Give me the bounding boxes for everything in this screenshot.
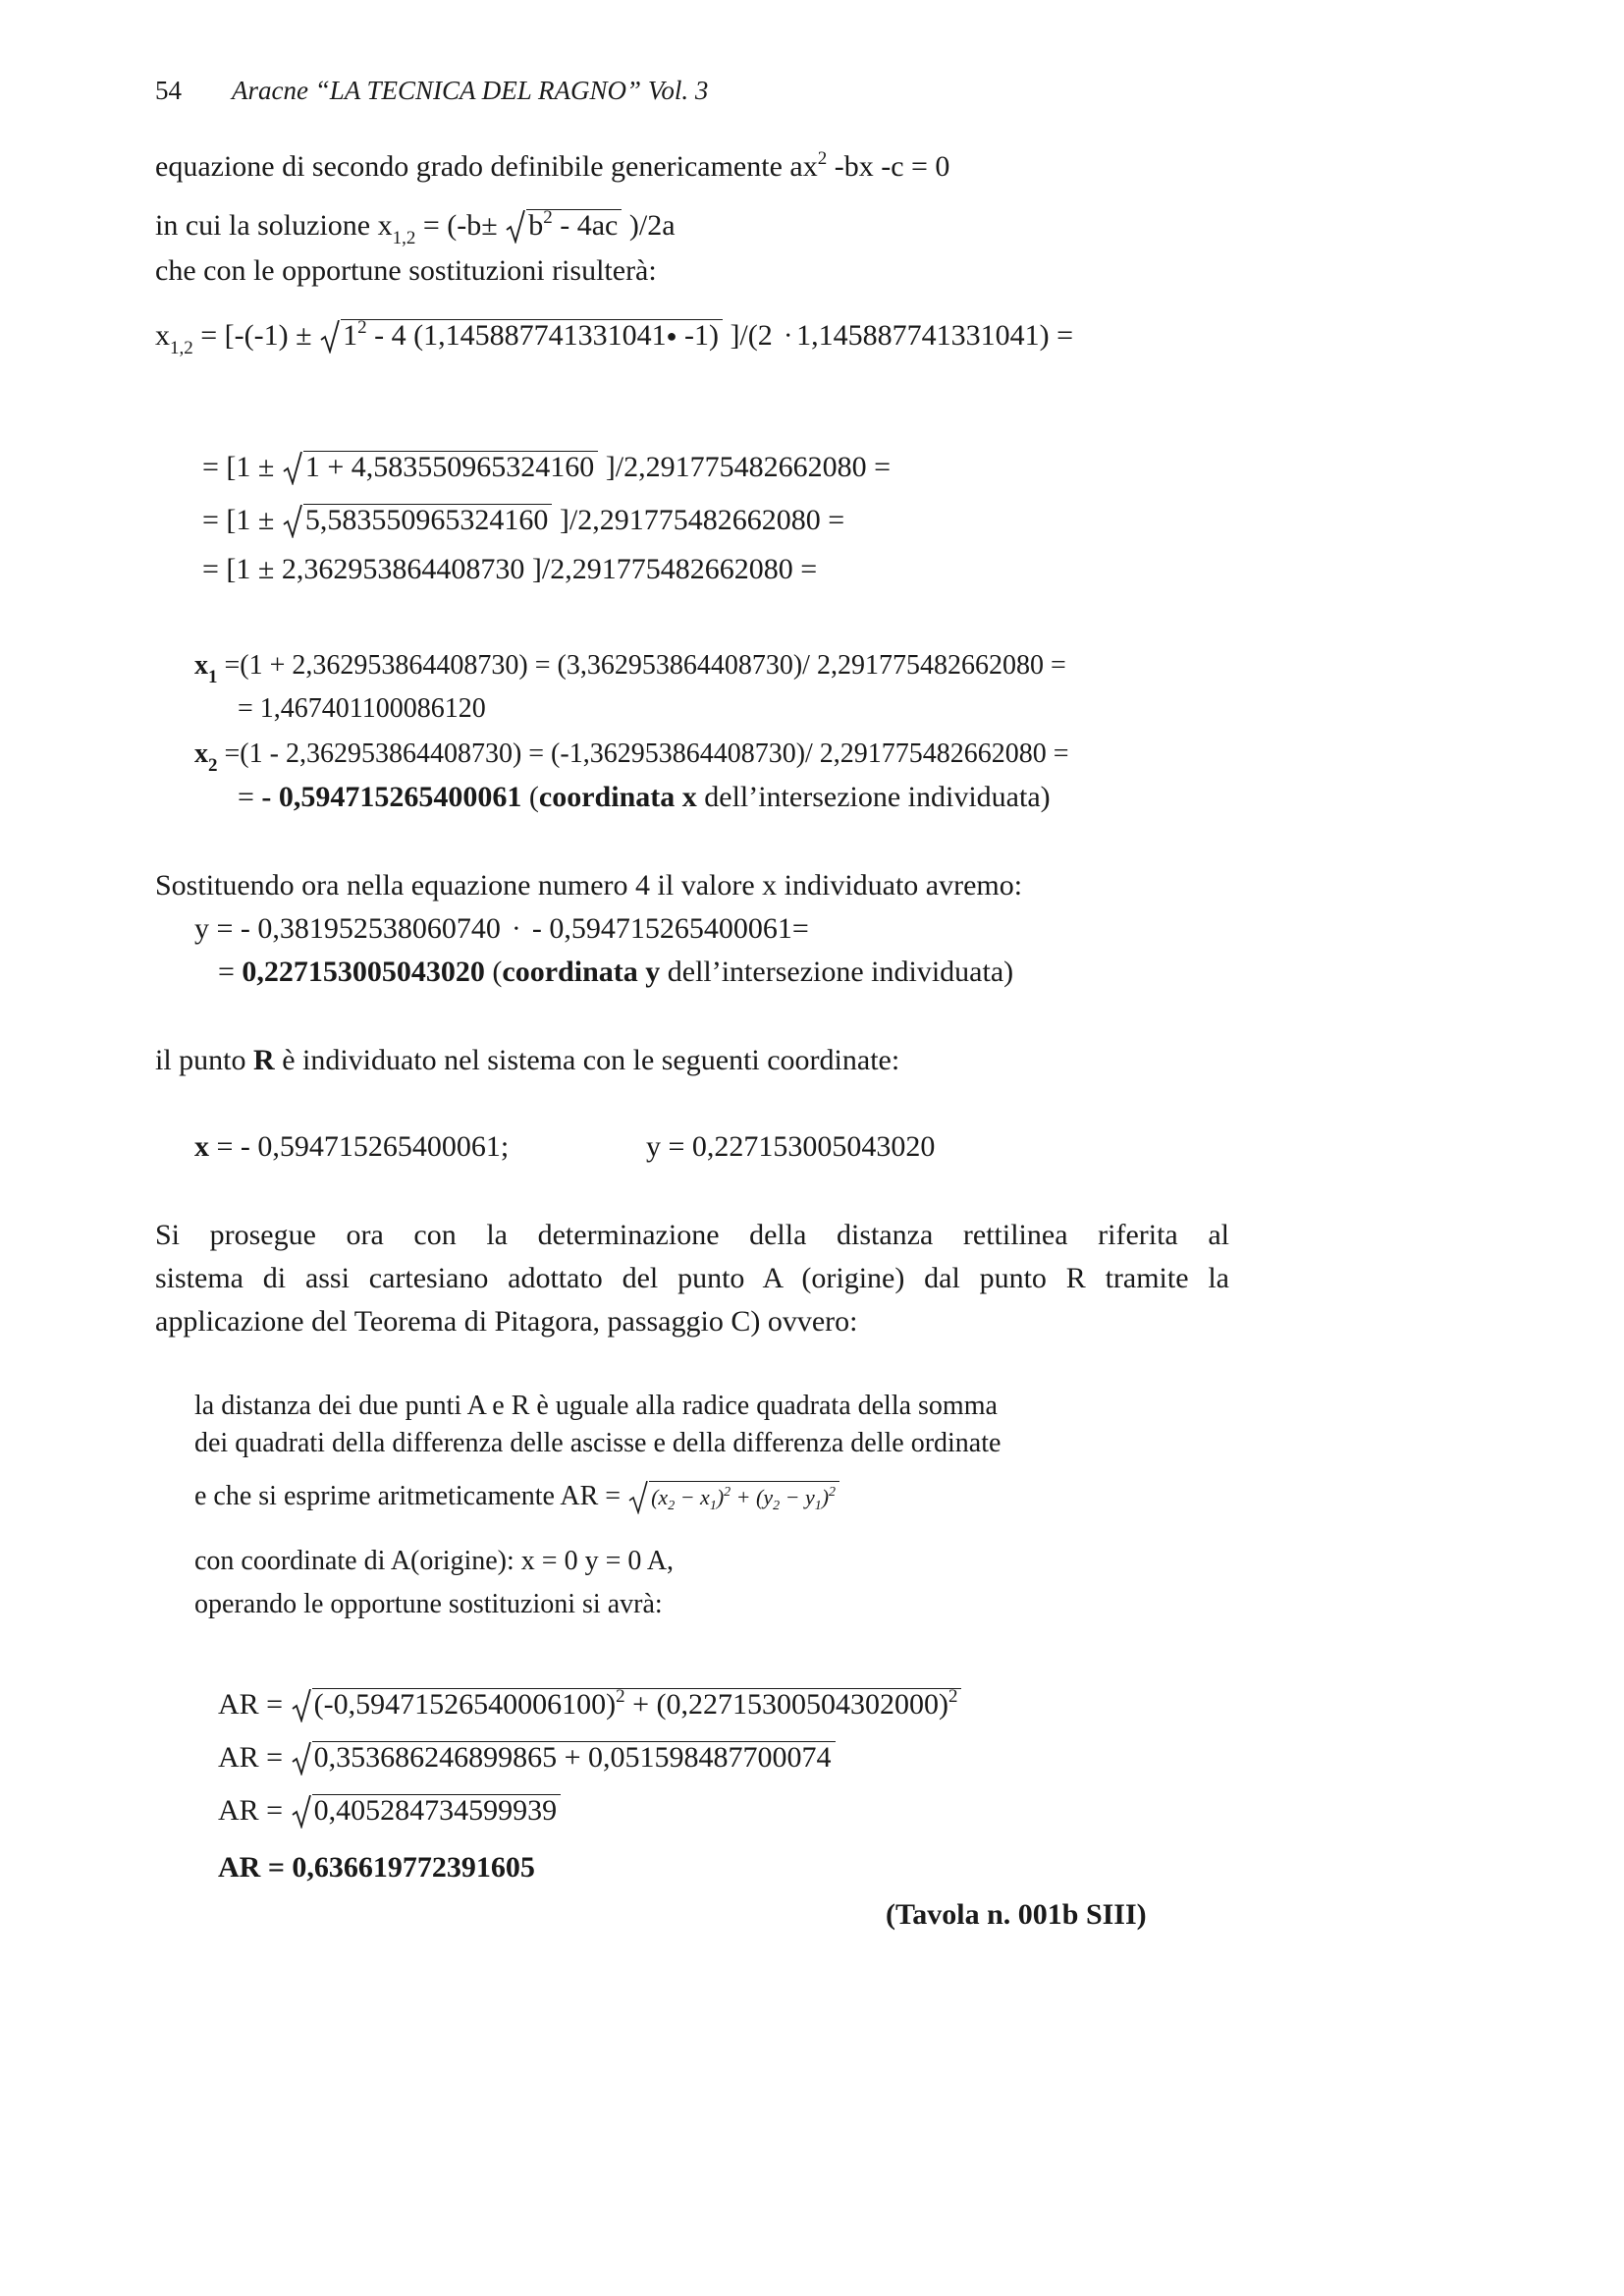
- equation-step-1: $x_{1,2} = [-(-1)$ ± $1^2 - 4$ (1,145887741331041● -1) ]/(2 • 1,145887741331041) =: [155, 317, 1074, 358]
- square-root: $b^2 - 4ac$: [505, 208, 622, 246]
- quadratic-solution: in cui la soluzione $x_{1,2} = (-b\pm$ $b^2 - 4ac$ )/2a: [155, 207, 676, 248]
- x1-line-1: $x_1 =(1 + 2,362953864408730) = (3,362953864408730)/$ 2,291775482662080 =: [194, 650, 1066, 687]
- equation-step-3: = [1 ± 5,583550965324160 ]/2,291775482662080 =: [202, 504, 845, 536]
- x2-line-1: $x_2 =(1 - 2,362953864408730) = (-1,362953864408730)/$ 2,291775482662080 =: [194, 738, 1069, 776]
- paragraph-line-3: applicazione del Teorema di Pitagora, passaggio C) ovvero:: [155, 1305, 858, 1338]
- bullet-operator: ●: [666, 326, 677, 346]
- substitution-line: che con le opportune sostituzioni risulterà:: [155, 254, 657, 287]
- table-reference: (Tavola n. 001b SIII): [886, 1898, 1147, 1931]
- ar-result: AR = 0,636619772391605: [218, 1851, 535, 1884]
- x1-line-2: = 1,467401100086120: [238, 693, 486, 724]
- ar-line-1: AR = $(-0,59471526540006100)^2 + (0,22715300504302000)^2$: [218, 1687, 961, 1724]
- dot-operator: •: [785, 329, 791, 344]
- dot-operator: •: [514, 922, 519, 937]
- equation-step-4: = [1 ± 2,362953864408730 ]/2,291775482662080 =: [202, 553, 818, 585]
- distance-formula: $(x_2 - x_1)^2 + (y_2 - y_1)^2$: [627, 1479, 839, 1517]
- point-r-y: y = 0,227153005043020: [646, 1130, 936, 1163]
- ar-line-2: AR = 0,353686246899865 + 0,051598487700074: [218, 1740, 836, 1776]
- paragraph-line-1: Si prosegue ora con la determinazione della distanza rettilinea riferita al: [155, 1219, 1229, 1251]
- substitute-line-1: Sostituendo ora nella equazione numero 4 il valore x individuato avremo:: [155, 869, 1023, 902]
- ar-line-3: AR = 0,405284734599939: [218, 1793, 561, 1829]
- equation-step-2: = [1 ± 1 + 4,583550965324160 ]/2,291775482662080 =: [202, 451, 892, 483]
- indent-line-1: la distanza dei due punti A e R è uguale alla radice quadrata della somma: [194, 1391, 998, 1421]
- x2-line-2: = - 0,594715265400061 (coordinata x dell’intersezione individuata): [238, 781, 1051, 813]
- page-number: 54: [155, 76, 182, 105]
- point-r-line: il punto R è individuato nel sistema con le seguenti coordinate:: [155, 1044, 900, 1076]
- substitute-line-3: = 0,227153005043020 (coordinata y dell’intersezione individuata): [218, 956, 1014, 988]
- square-root: 1 + 4,583550965324160: [282, 450, 598, 485]
- indent-line-3: e che si esprime aritmeticamente AR = $(x_2 - x_1)^2 + (y_2 - y_1)^2$: [194, 1479, 839, 1517]
- point-r-x: x = - 0,594715265400061;: [194, 1130, 510, 1163]
- square-root: 0,405284734599939: [291, 1793, 562, 1829]
- square-root: $1^2 - 4$ (1,145887741331041● -1): [319, 318, 723, 355]
- indent-line-2: dei quadrati della differenza delle ascisse e della differenza delle ordinate: [194, 1428, 1001, 1458]
- indent-line-5: operando le opportune sostituzioni si avrà:: [194, 1589, 663, 1619]
- indent-line-4: con coordinate di A(origine): x = 0 y = 0 A,: [194, 1546, 675, 1576]
- paragraph-line-2: sistema di assi cartesiano adottato del punto A (origine) dal punto R tramite la: [155, 1262, 1229, 1294]
- square-root: $(-0,59471526540006100)^2 + (0,22715300504302000)^2$: [291, 1687, 962, 1724]
- square-root: 0,353686246899865 + 0,051598487700074: [291, 1740, 836, 1776]
- substitute-line-2: y = - 0,381952538060740 • - 0,594715265400061=: [194, 912, 809, 945]
- quadratic-intro: equazione di secondo grado definibile genericamente $ax^2$ -bx -c = 0: [155, 148, 950, 183]
- running-title: Aracne “LA TECNICA DEL RAGNO” Vol. 3: [232, 76, 709, 105]
- square-root: 5,583550965324160: [282, 503, 553, 538]
